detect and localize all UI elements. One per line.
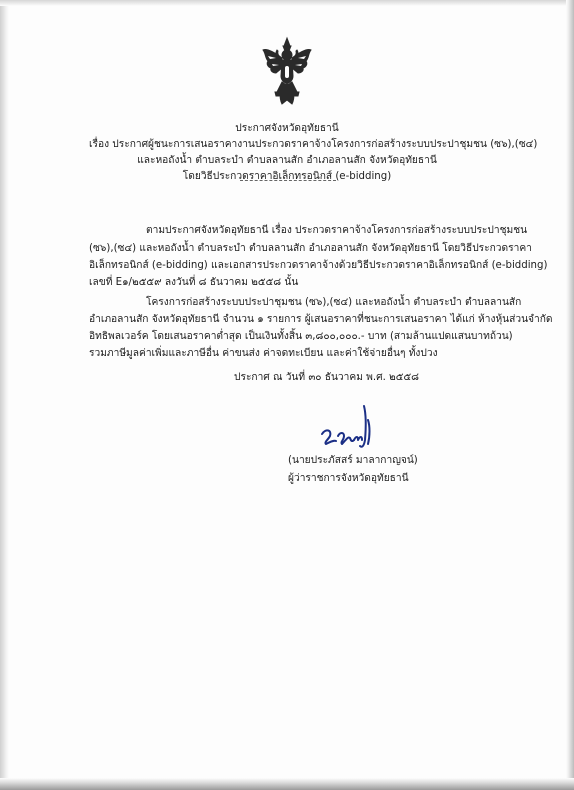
- subject-line-3: โดยวิธีประกวดราคาอิเล็กทรอนิกส์ (e-bidding): [182, 171, 392, 182]
- para1-line-4: เลขที่ E๑/๒๕๕๙ ลงวันที่ ๘ ธันวาคม ๒๕๕๘ นั้น: [89, 277, 299, 288]
- para2-line-3: อิทธิพลเวอร์ค โดยเสนอราคาต่ำสุด เป็นเงินทั้งสิ้น ๓,๘๐๐,๐๐๐.- บาท (สามล้านแปดแสนบาทถ้วน): [89, 331, 513, 342]
- header-divider: [240, 180, 336, 181]
- scan-edge-left: [0, 0, 9, 790]
- scan-edge-top: [0, 0, 574, 6]
- announcement-date: ประกาศ ณ วันที่ ๓๐ ธันวาคม พ.ศ. ๒๕๕๘: [234, 372, 420, 383]
- para1-line-2: (ซ๖),(ซ๔) และหอถังน้ำ ตำบลระบำ ตำบลลานสัก อำเภอลานสัก จังหวัดอุทัยธานี โดยวิธีประกวดราคา: [89, 243, 532, 254]
- garuda-emblem-icon: [262, 36, 312, 108]
- para1-line-1: ตามประกาศจังหวัดอุทัยธานี เรื่อง ประกวดราคาจ้างโครงการก่อสร้างระบบประปาชุมชน: [146, 225, 528, 236]
- scan-edge-right: [566, 0, 574, 790]
- para2-line-1: โครงการก่อสร้างระบบประปาชุมชน (ซ๖),(ซ๔) และหอถังน้ำ ตำบลระบำ ตำบลลานสัก: [146, 297, 522, 308]
- para1-line-3: อิเล็กทรอนิกส์ (e-bidding) และเอกสารประกวดราคาจ้างด้วยวิธีประกวดราคาอิเล็กทรอนิกส์ (e-bidding): [89, 260, 548, 271]
- subject-line-1: เรื่อง ประกาศผู้ชนะการเสนอราคางานประกวดราคาจ้างโครงการก่อสร้างระบบประปาชุมชน (ซ๖),(ซ๔): [89, 139, 538, 150]
- signer-name: (นายประภัสสร์ มาลากาญจน์): [288, 455, 418, 466]
- announcement-header: ประกาศจังหวัดอุทัยธานี: [235, 123, 339, 134]
- para2-line-2: อำเภอลานสัก จังหวัดอุทัยธานี จำนวน ๑ รายการ ผู้เสนอราคาที่ชนะการเสนอราคา ได้แก่ ห้างหุ้นส่วนจำกัด: [89, 314, 553, 325]
- handwritten-signature: [318, 400, 388, 452]
- signer-title: ผู้ว่าราชการจังหวัดอุทัยธานี: [288, 473, 409, 484]
- subject-line-2: และหอถังน้ำ ตำบลระบำ ตำบลลานสัก อำเภอลานสัก จังหวัดอุทัยธานี: [137, 155, 437, 166]
- para2-line-4: รวมภาษีมูลค่าเพิ่มและภาษีอื่น ค่าขนส่ง ค่าจดทะเบียน และค่าใช้จ่ายอื่นๆ ทั้งปวง: [89, 348, 438, 359]
- scan-edge-bottom: [0, 778, 574, 790]
